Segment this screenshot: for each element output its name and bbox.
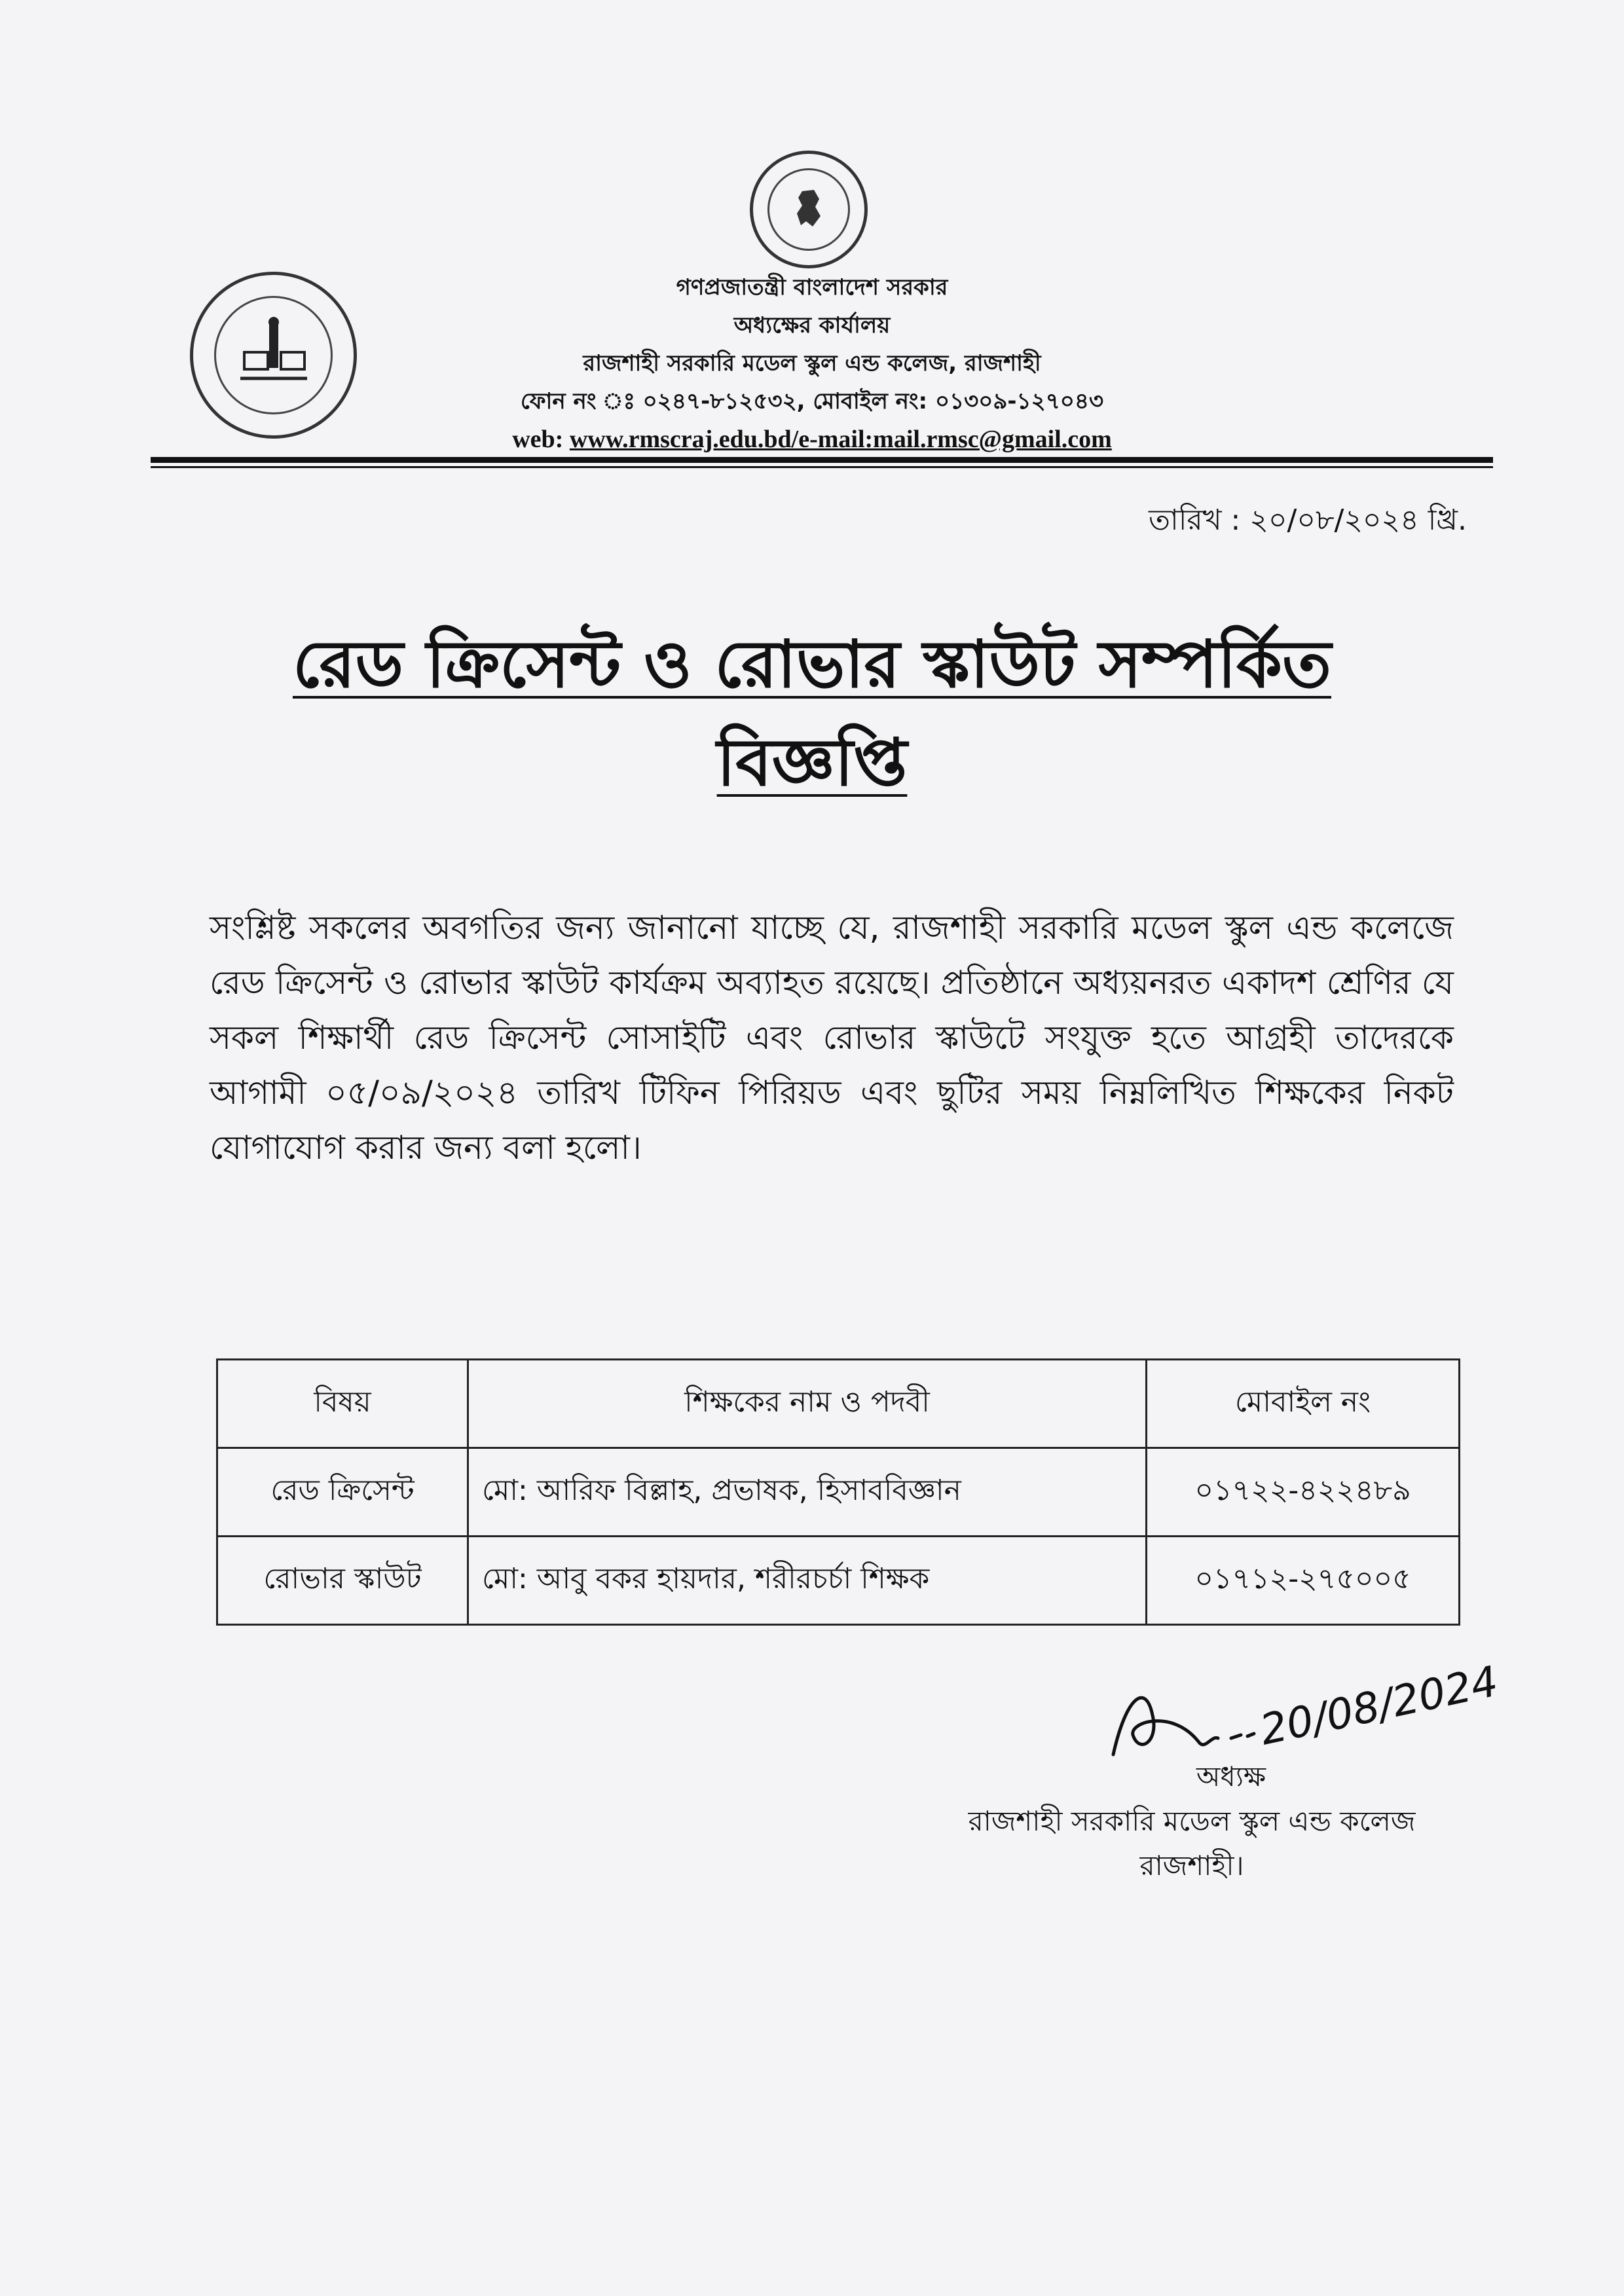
table-row [217, 1448, 1460, 1537]
header-divider-thin [151, 466, 1493, 468]
cell-subject: রোভার স্কাউট [217, 1537, 468, 1625]
cell-teacher: মো: আবু বকর হায়দার, শরীরচর্চা শিক্ষক [468, 1537, 1146, 1625]
cell-mobile: ০১৭২২-৪২২৪৮৯ [1147, 1448, 1460, 1537]
cell-subject: রেড ক্রিসেন্ট [217, 1448, 468, 1537]
institution-name: রাজশাহী সরকারি মডেল স্কুল এন্ড কলেজ, রাজশাহী [583, 350, 1041, 376]
web-label: web: [512, 426, 570, 453]
government-seal-icon [750, 151, 868, 268]
cell-mobile: ০১৭১২-২৭৫০০৫ [1147, 1537, 1460, 1625]
web-email-link[interactable]: www.rmscraj.edu.bd/e-mail:mail.rmsc@gmail.com [569, 426, 1112, 453]
phone-line: ফোন নং ঃ ০২৪৭-৮১২৫৩২, মোবাইল নং: ০১৩০৯-১২৭০৪৩ [520, 388, 1104, 414]
table-row [217, 1537, 1460, 1625]
notice-title [131, 615, 1493, 812]
notice-body: সংশ্লিষ্ট সকলের অবগতির জন্য জানানো যাচ্ছে যে, রাজশাহী সরকারি মডেল স্কুল এন্ড কলেজে রেড ক্রিসেন্ট ও রোভার স্কাউট কার্যক্রম অব্যাহত রয়েছে। প্রতিষ্ঠানে অধ্যয়নরত একাদশ শ্রেণির যে সকল শিক্ষার্থী রেড ক্রিসেন্ট সোসাইটি এবং রোভার স্কাউটে সংযুক্ত হতে আগ্রহী তাদেরকে আগামী ০৫/০৯/২০২৪ তারিখ টিফিন পিরিয়ড এবং ছুটির সময় নিম্নলিখিত শিক্ষকের নিকট যোগাযোগ করার জন্য বলা হলো। [210, 909, 1454, 1167]
cell-teacher: মো: আরিফ বিল্লাহ, প্রভাষক, হিসাববিজ্ঞান [468, 1448, 1146, 1537]
office-name: অধ্যক্ষের কার্যালয় [733, 312, 891, 338]
government-name: গণপ্রজাতন্ত্রী বাংলাদেশ সরকার [676, 274, 948, 301]
signatory-city: রাজশাহী। [1139, 1850, 1244, 1882]
signatory-title: অধ্যক্ষ [1196, 1760, 1266, 1793]
header-teacher: শিক্ষকের নাম ও পদবী [468, 1360, 1146, 1448]
header-divider [151, 457, 1493, 463]
signatory-institution: রাজশাহী সরকারি মডেল স্কুল এন্ড কলেজ [968, 1805, 1416, 1837]
signatory-block [904, 1755, 1480, 1888]
title-line-1: রেড ক্রিসেন্ট ও রোভার স্কাউট সম্পর্কিত [292, 626, 1332, 702]
letterhead [393, 268, 1231, 458]
header-mobile: মোবাইল নং [1147, 1360, 1460, 1448]
signature-date: 20/08/2024 [1255, 1657, 1503, 1755]
contact-table [216, 1358, 1460, 1626]
school-logo-icon [190, 272, 357, 439]
table-header-row [217, 1360, 1460, 1448]
notice-date: তারিখ : ২০/০৮/২০২৪ খ্রি. [1149, 503, 1467, 537]
title-line-2: বিজ্ঞপ্তি [716, 724, 908, 801]
header-subject: বিষয় [217, 1360, 468, 1448]
web-line [393, 420, 1231, 458]
